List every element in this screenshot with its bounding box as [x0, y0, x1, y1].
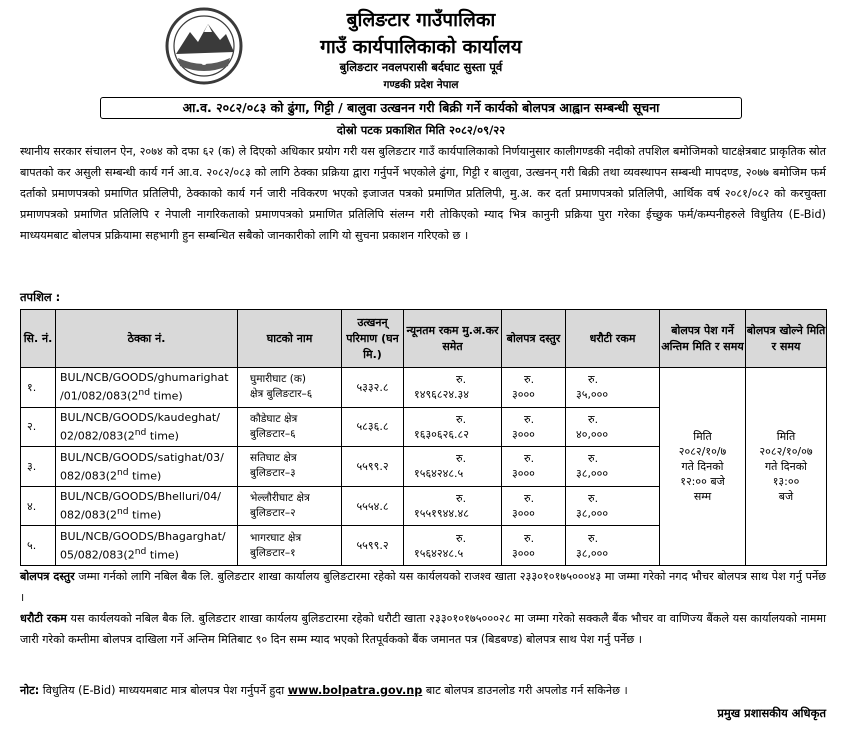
cell-sn: २.	[21, 407, 56, 447]
cell-fee: रु. ३०००	[502, 368, 566, 408]
header-opening-date: बोलपत्र खोल्ने मिति र समय	[746, 310, 827, 368]
bolpatra-link[interactable]: www.bolpatra.gov.np	[287, 684, 423, 697]
notice-title: आ.व. २०८२/०८३ को ढुंगा, गिट्टी / बालुवा उत्खनन गरी बिक्री गर्ने कार्यको बोलपत्र आह्वान सम्बन्धी सूचना	[100, 97, 742, 119]
published-date: दोस्रो पटक प्रकाशित मिति २०८२/०९/२२	[336, 123, 506, 137]
header-area: उत्खनन् परिमाण (घन मि.)	[342, 310, 404, 368]
cell-sn: ५.	[21, 526, 56, 566]
cell-deposit: रु. ३८,०००	[566, 526, 660, 566]
deposit-instructions	[20, 608, 826, 671]
office-name: गाउँ कार्यपालिकाको कार्यालय	[320, 36, 522, 58]
cell-sn: १.	[21, 368, 56, 408]
cell-sn: ३.	[21, 447, 56, 487]
cell-contract: BUL/NCB/GOODS/kaudeghat/ 02/082/083(2nd time)	[56, 407, 238, 447]
signatory-title: प्रमुख प्रशासकीय अधिकृत	[717, 706, 826, 720]
cell-fee: रु. ३०००	[502, 407, 566, 447]
fee-instructions	[20, 566, 826, 608]
cell-ghat: भेल्लौरीघाट क्षेत्र बुलिङटार–२	[238, 486, 342, 526]
header-submit-deadline: बोलपत्र पेश गर्ने अन्तिम मिति र समय	[660, 310, 746, 368]
table-header-row	[21, 310, 827, 368]
cell-area: ५५९९.२	[342, 447, 404, 487]
cell-area: ५५९९.२	[342, 526, 404, 566]
cell-contract: BUL/NCB/GOODS/ghumarighat /01/082/083(2nd time)	[56, 368, 238, 408]
cell-submit-deadline: मिति २०८२/१०/७ गते दिनको १२:०० बजे सम्म	[660, 368, 746, 566]
cell-deposit: रु. ४०,०००	[566, 407, 660, 447]
notice-intro: स्थानीय सरकार संचालन ऐन, २०७४ को दफा ६२ (क) ले दिएको अधिकार प्रयोग गरी यस बुलिङटार गाउँ कार्यपालिकाको निर्णयानुसार कालीगण्डकी नदीको तपशिल बमोजिमको घाटक्षेत्रबाट प्राकृतिक स्रोत बापतको कर असुली सम्बन्धी कार्य गर्न आ.व. २०८२/०८३ को लागि ठेक्का प्रक्रिया द्वारा गर्नुपर्ने भएकोले ढुंगा, गिट्टी र बालुवा, उत्खनन् गरी बिक्री तथा व्यवस्थापन सम्बन्धी मापदण्ड, २०७७ बमोजिम फर्म दर्ताको प्रमाणपत्रको प्रमाणित प्रतिलिपी, ठेक्काको कार्य गर्न जारी नविकरण भएको इजाजत पत्रको प्रमाणित प्रतिलिपी, मु.अ. कर दर्ता प्रमाणपत्रको प्रतिलिपी, आर्थिक वर्ष २०८१/०८२ को करचुक्ता प्रमाणपत्रको प्रमाणित प्रतिलिपि र नेपाली नागरिकताको प्रमाणपत्रको प्रमाणित प्रतिलिपि संलग्न गरी तोकिएको म्याद भित्र कानुनी प्रक्रिया पुरा गरेका ईच्छुक फर्म/कम्पनीहरुले विधुतिय (E-Bid) माध्ययमबाट बोलपत्र प्रक्रियामा सहभागी हुन सम्बन्धित सबैको जानकारीको लागि यो सुचना प्रकाशन गरिएको छ ।	[20, 145, 826, 242]
cell-contract: BUL/NCB/GOODS/Bhagarghat/ 05/082/083(2nd time)	[56, 526, 238, 566]
header-min-amount: न्यूनतम रकम मु.अ.कर समेत	[404, 310, 502, 368]
deposit-text: यस कार्यलयको नबिल बैक लि. बुलिङटार शाखा कार्यलय बुलिङटारमा रहेको धरौटी खाता २३३०१०१७५०००२८ मा जम्मा गरेको सक्कलै बैंक भौचर वा वाणिज्य बैंकले यस कार्यालयको नाममा जारी गरेको कम्तीमा बोलपत्र दाखिला गर्ने अन्तिम मितिबाट ९० दिन सम्म म्याद भएको रितपूर्वकको बैंक जमानत पत्र (बिडबण्ड) बोलपत्र साथ पेश गर्नु पर्नेछ ।	[20, 612, 826, 646]
cell-contract: BUL/NCB/GOODS/satighat/03/ 082/083(2nd time)	[56, 447, 238, 487]
cell-deposit: रु. ३८,०००	[566, 447, 660, 487]
cell-sn: ४.	[21, 486, 56, 526]
cell-ghat: भागरघाट क्षेत्र बुलिङटार–१	[238, 526, 342, 566]
cell-area: ५५५४.८	[342, 486, 404, 526]
header-contract: ठेक्का नं.	[56, 310, 238, 368]
cell-deposit: रु. ३८,०००	[566, 486, 660, 526]
cell-min-amount: रु. १६३०६२६.८२	[404, 407, 502, 447]
fee-label: बोलपत्र दस्तुर	[20, 570, 75, 583]
cell-deposit: रु. ३५,०००	[566, 368, 660, 408]
cell-min-amount: रु. १५५१९४४.४८	[404, 486, 502, 526]
cell-area: ५३३२.८	[342, 368, 404, 408]
cell-ghat: सतिघाट क्षेत्र बुलिङटार–३	[238, 447, 342, 487]
cell-fee: रु. ३०००	[502, 486, 566, 526]
cell-fee: रु. ३०००	[502, 447, 566, 487]
province-name: गण्डकी प्रदेश नेपाल	[383, 79, 459, 91]
note-text-2: बाट बोलपत्र डाउनलोड गरी अपलोड गर्न सकिनेछ ।	[422, 684, 628, 697]
header-ghat: घाटको नाम	[238, 310, 342, 368]
header-deposit: धरौटी रकम	[566, 310, 660, 368]
municipality-name: बुलिङटार गाउँपालिका	[346, 9, 496, 31]
cell-ghat: घुमारीघाट (क) क्षेत्र बुलिङटार–६	[238, 368, 342, 408]
cell-fee: रु. ३०००	[502, 526, 566, 566]
note-text-1: विधुतिय (E-Bid) माध्ययमबाट मात्र बोलपत्र पेश गर्नुपर्ने हुदा	[39, 684, 288, 697]
cell-contract: BUL/NCB/GOODS/Bhelluri/04/ 082/083(2nd time)	[56, 486, 238, 526]
cell-min-amount: रु. १५६४२४८.५	[404, 526, 502, 566]
cell-area: ५८३६.८	[342, 407, 404, 447]
header-sn: सि. नं.	[21, 310, 56, 368]
cell-min-amount: रु. १५६४२४८.५	[404, 447, 502, 487]
header-fee: बोलपत्र दस्तुर	[502, 310, 566, 368]
deposit-label: धरौटी रकम	[20, 612, 67, 625]
cell-ghat: कौडेघाट क्षेत्र बुलिङटार–६	[238, 407, 342, 447]
office-address: बुलिङटार नवलपरासी बर्दघाट सुस्ता पूर्व	[339, 60, 503, 74]
ebid-note	[20, 680, 826, 702]
cell-min-amount: रु. १४९६८२४.३४	[404, 368, 502, 408]
fee-text: जम्मा गर्नको लागि नबिल बैक लि. बुलिङटार शाखा कार्यालय बुलिङटारमा रहेको यस कार्यलयको राजश्व खाता २३३०१०१७५०००४३ मा जम्मा गरेको नगद भौचर बोलपत्र साथ पेश गर्नु पर्नेछ ।	[20, 570, 827, 604]
note-label: नोट:	[20, 684, 40, 697]
table-row	[21, 368, 827, 408]
bid-table	[20, 309, 827, 566]
cell-opening-date: मिति २०८२/१०/०७ गते दिनको १३:०० बजे	[746, 368, 827, 566]
details-label: तपशिल :	[20, 290, 61, 304]
